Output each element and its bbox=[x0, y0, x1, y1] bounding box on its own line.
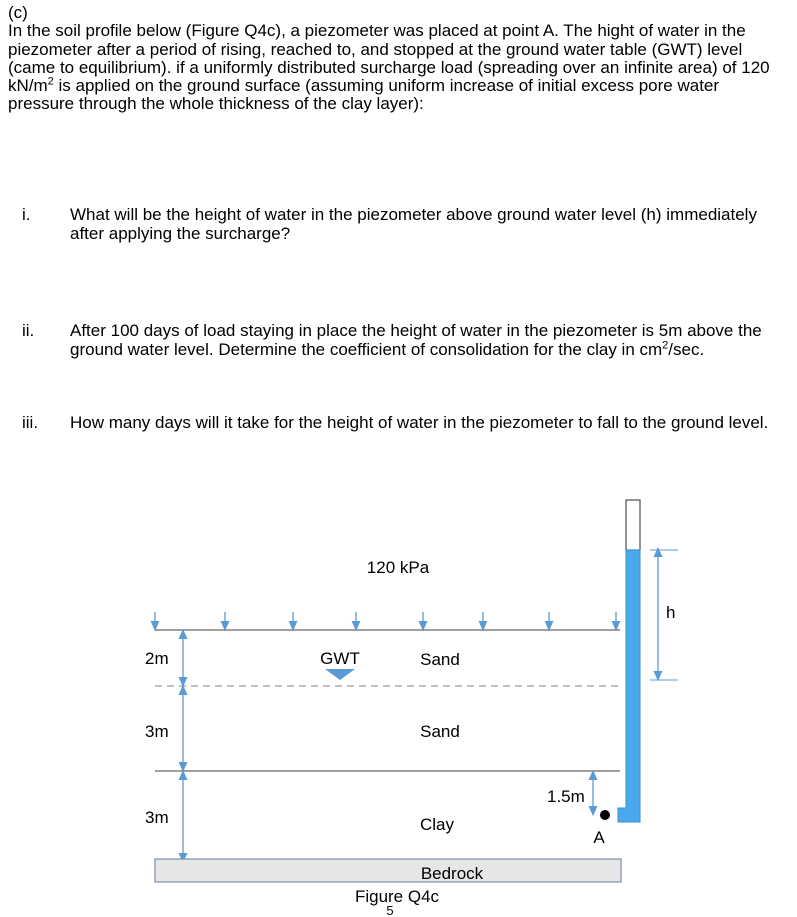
layer-name-sand-bottom: Sand bbox=[420, 722, 460, 741]
load-label: 120 kPa bbox=[366, 558, 430, 577]
thickness-label: 2m bbox=[145, 649, 169, 668]
thickness-label: 3m bbox=[145, 722, 169, 741]
bedrock-layer bbox=[155, 859, 621, 882]
surcharge-arrows bbox=[155, 612, 616, 626]
gwt-symbol-icon bbox=[325, 669, 355, 680]
question-text: What will be the height of water in the piezometer above ground water level (h) immediately after applying the surcharge? bbox=[70, 205, 757, 243]
layer-name-sand-top: Sand bbox=[420, 650, 460, 669]
h-label: h bbox=[666, 603, 676, 622]
question-superscript: 2 bbox=[662, 338, 669, 351]
page-number: 5 bbox=[386, 903, 394, 917]
thickness-label: 3m bbox=[145, 808, 169, 827]
part-label: (c) bbox=[8, 3, 28, 22]
intro-text: In the soil profile below (Figure Q4c), a piezometer was placed at point A. The hight of water in the piezometer after a period of rising, reached to, and stopped at the ground water table (GWT) level (came to equilibrium). if a uniformly distributed surcharge load (spreading over an infinite area) of 120 kN/m bbox=[8, 21, 770, 96]
point-a-label: A bbox=[593, 828, 605, 847]
point-a-marker bbox=[600, 810, 610, 820]
figure-caption: Figure Q4c bbox=[354, 887, 440, 906]
question-tail: /sec. bbox=[668, 339, 705, 359]
question-number: i. bbox=[22, 205, 31, 224]
piezometer-water bbox=[618, 550, 640, 822]
depth-a-label: 1.5m bbox=[547, 787, 585, 806]
question-text: How many days will it take for the height of water in the piezometer to fall to the ground level. bbox=[70, 413, 769, 432]
question-number: ii. bbox=[22, 321, 35, 340]
intro-tail: is applied on the ground surface (assuming uniform increase of initial excess pore water pressure through the whole thickness of the clay layer): bbox=[8, 76, 720, 114]
bedrock-label: Bedrock bbox=[420, 864, 484, 883]
gwt-label: GWT bbox=[320, 649, 360, 668]
question-text: After 100 days of load staying in place the height of water in the piezometer is 5m above the ground water level. Determine the coefficient of consolidation for the clay in cm bbox=[70, 321, 762, 359]
intro-superscript: 2 bbox=[47, 75, 54, 88]
layer-name-clay: Clay bbox=[419, 815, 455, 834]
piezometer-tube-empty bbox=[626, 500, 640, 550]
question-number: iii. bbox=[22, 413, 39, 432]
